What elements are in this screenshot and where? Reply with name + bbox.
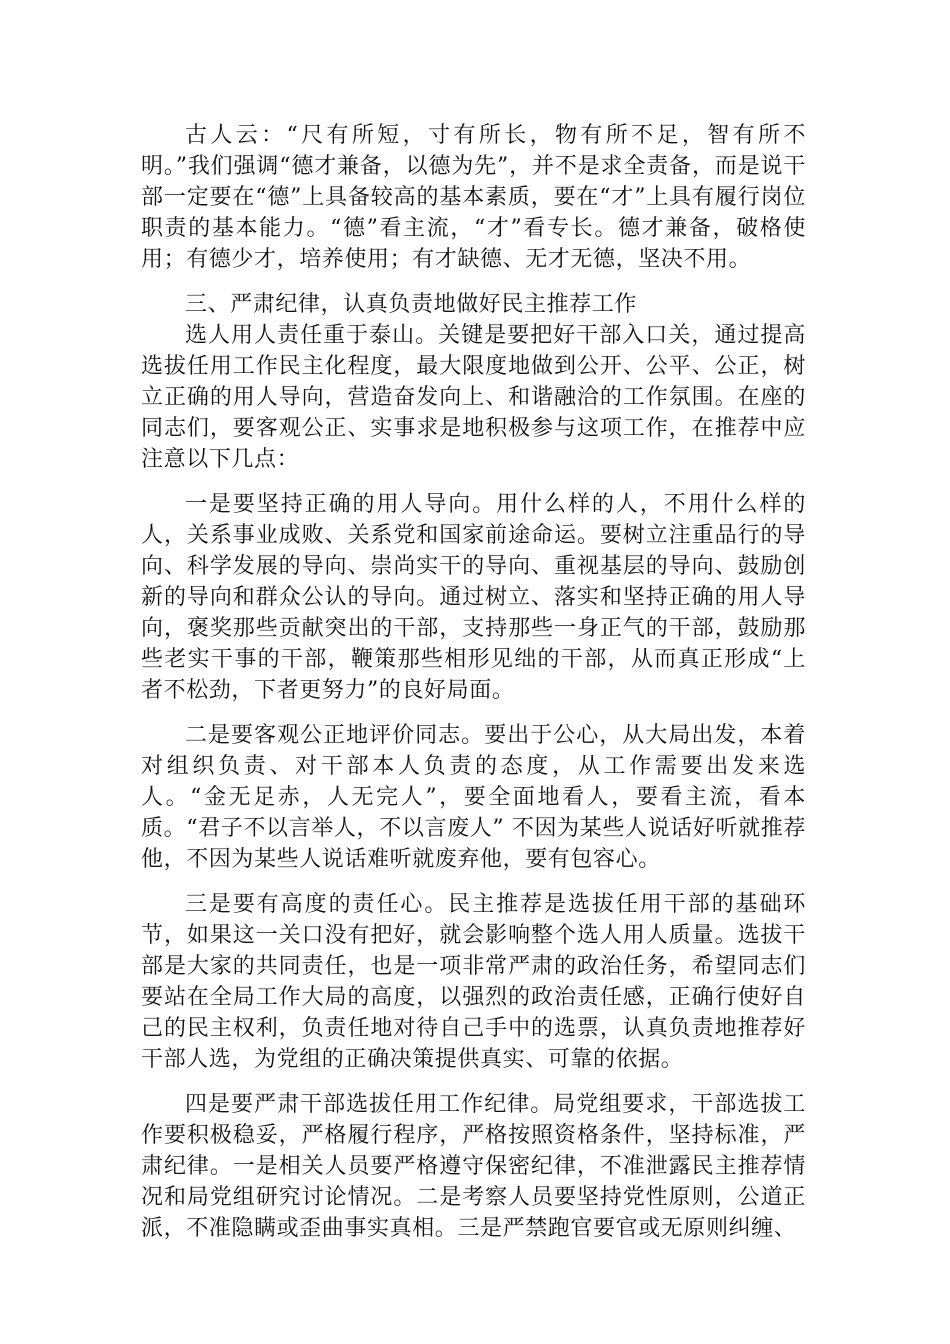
paragraph-point-two: 二是要客观公正地评价同志。要出于公心，从大局出发，本着对组织负责、对干部本人负责的态度，从工作需要出发来选人。“金无足赤，人无完人”，要全面地看人，要看主流，看本质。“君子不以言举人，不以言废人” 不因为某些人说话好听就推荐他，不因为某些人说话难听就废弃他，要有包容心。 — [141, 723, 806, 872]
document-body — [141, 120, 806, 1244]
paragraph-point-three: 三是要有高度的责任心。民主推荐是选拔任用干部的基础环节，如果这一关口没有把好，就会影响整个选人用人质量。选拔干部是大家的共同责任，也是一项非常严肃的政治任务，希望同志们要站在全局工作大局的高度，以强烈的政治责任感，正确行使好自己的民主权利，负责任地对待自己手中的选票，认真负责地推荐好干部人选，为党组的正确决策提供真实、可靠的依据。 — [141, 892, 806, 1072]
paragraph-point-one: 一是要坚持正确的用人导向。用什么样的人，不用什么样的人，关系事业成败、关系党和国家前途命运。要树立注重品行的导向、科学发展的导向、崇尚实干的导向、重视基层的导向、鼓励创新的导向和群众公认的导向。通过树立、落实和坚持正确的用人导向，褒奖那些贡献突出的干部，支持那些一身正气的干部，鼓励那些老实干事的干部，鞭策那些相形见绌的干部，从而真正形成“上者不松劲，下者更努力”的良好局面。 — [141, 492, 806, 703]
section-heading: 三、严肃纪律，认真负责地做好民主推荐工作 — [185, 292, 638, 317]
paragraph-intro: 古人云：“尺有所短，寸有所长，物有所不足，智有所不明。”我们强调“德才兼备，以德为先”，并不是求全责备，而是说干部一定要在“德”上具备较高的基本素质，要在“才”上具有履行岗位职责的基本能力。“德”看主流，“才”看专长。德才兼备，破格使用；有德少才，培养使用；有才缺德、无才无德，坚决不用。 — [141, 123, 806, 272]
paragraph-responsibility: 选人用人责任重于泰山。关键是要把好干部入口关，通过提高选拔任用工作民主化程度，最大限度地做到公开、公平、公正，树立正确的用人导向，营造奋发向上、和谐融洽的工作氛围。在座的同志们，要客观公正、实事求是地积极参与这项工作，在推荐中应注意以下几点： — [141, 323, 806, 472]
paragraph-point-four: 四是要严肃干部选拔任用工作纪律。局党组要求，干部选拔工作要积极稳妥，严格履行程序，严格按照资格条件，坚持标准，严肃纪律。一是相关人员要严格遵守保密纪律，不准泄露民主推荐情况和局党组研究讨论情况。二是考察人员要坚持党性原则，公道正派，不准隐瞒或歪曲事实真相。三是严禁跑官要官或无原则纠缠、 — [141, 1092, 806, 1241]
